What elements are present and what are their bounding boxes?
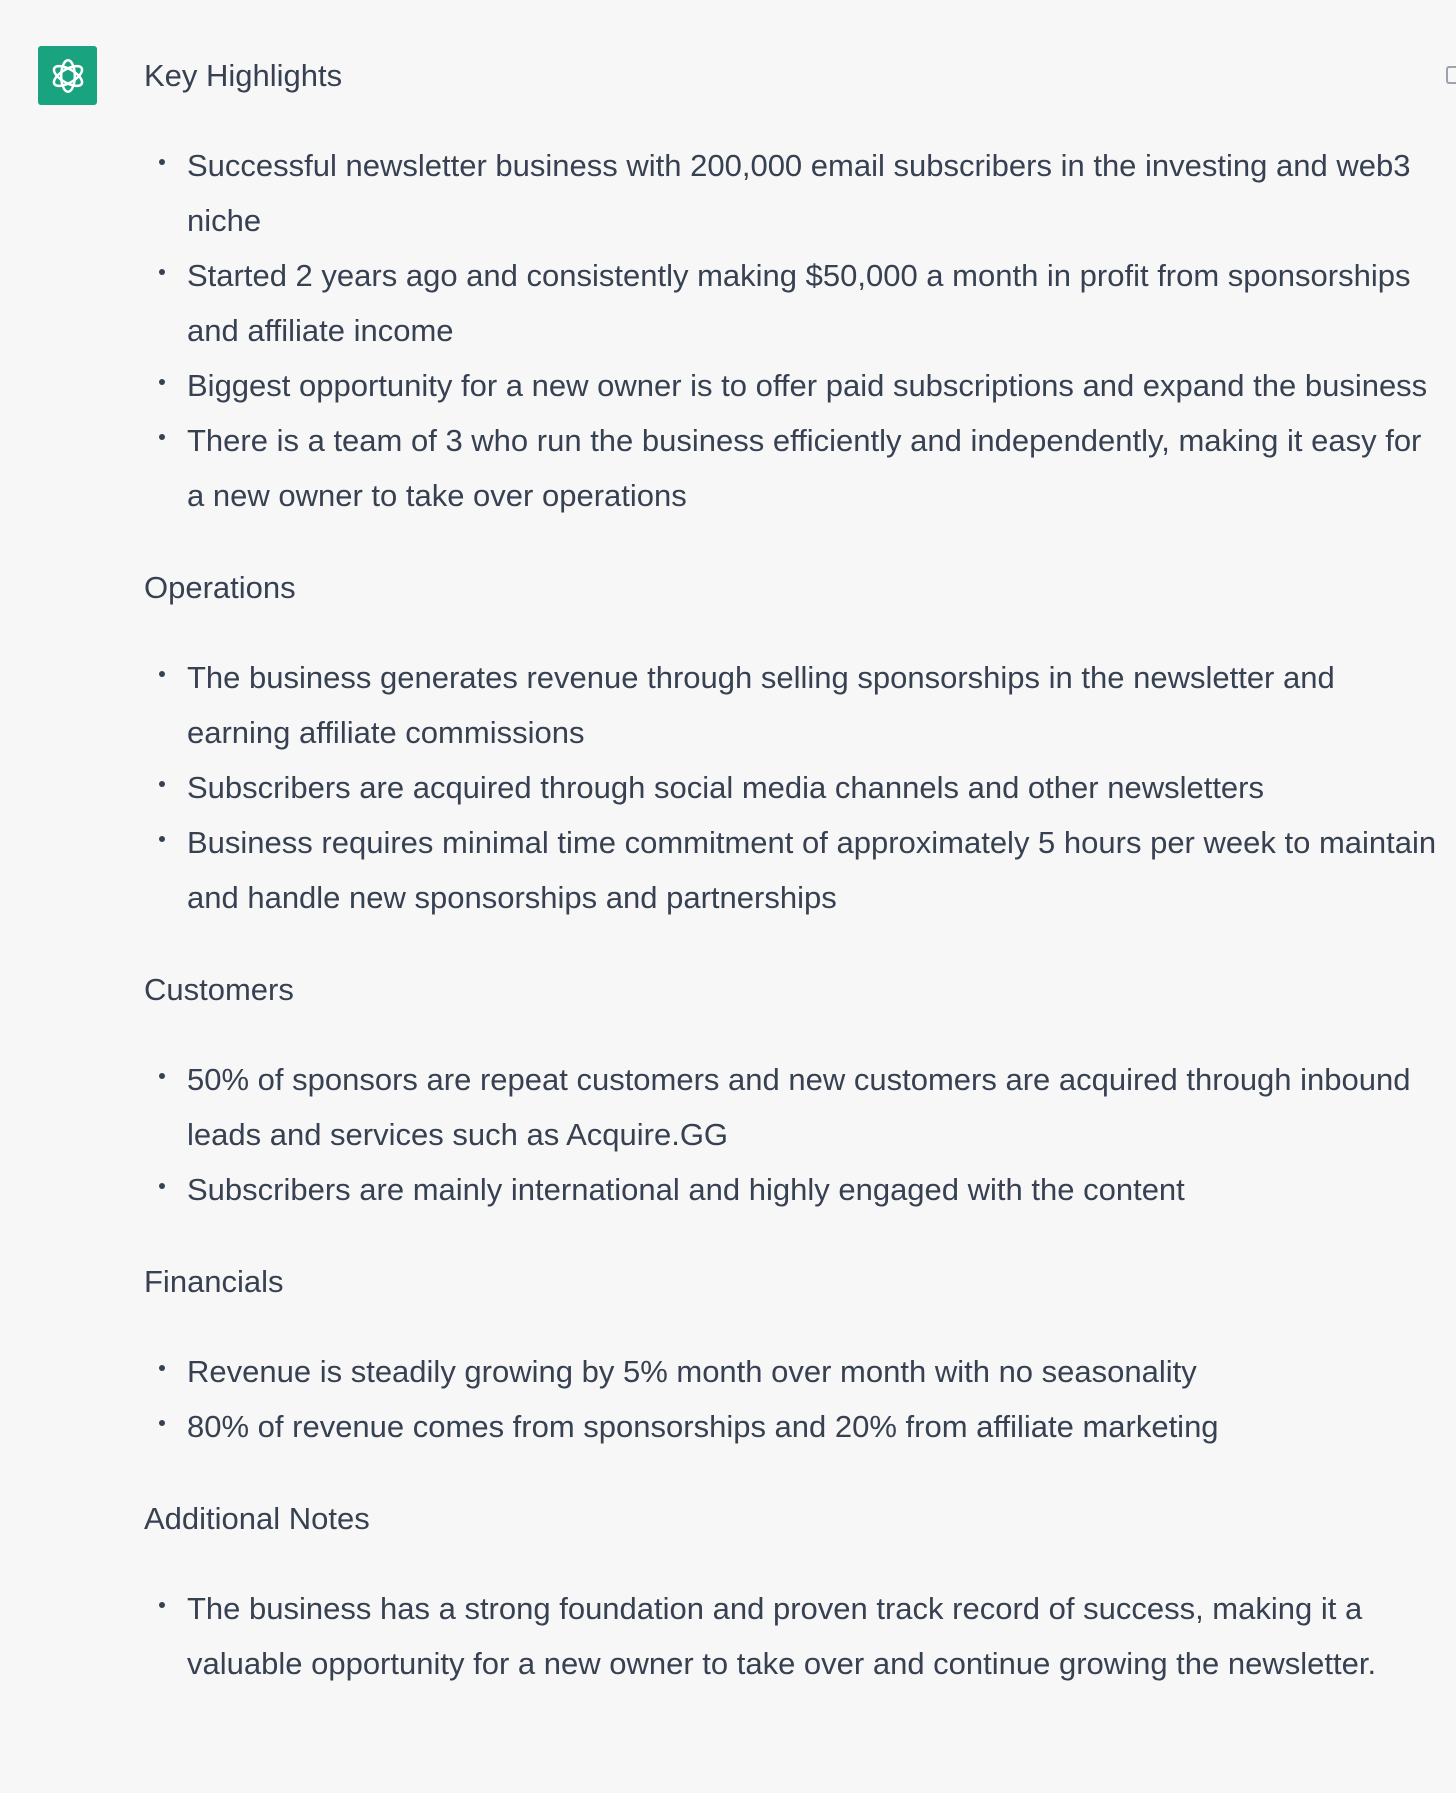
bullet-icon bbox=[159, 671, 165, 677]
bullet-list-operations bbox=[144, 650, 1444, 925]
bullet-icon bbox=[159, 1183, 165, 1189]
section-title-additional-notes: Additional Notes bbox=[144, 1501, 370, 1536]
list-item: 80% of revenue comes from sponsorships and 20% from affiliate marketing bbox=[144, 1399, 1444, 1454]
list-item: Biggest opportunity for a new owner is to offer paid subscriptions and expand the business bbox=[144, 358, 1444, 413]
bullet-icon bbox=[159, 1073, 165, 1079]
list-item: 50% of sponsors are repeat customers and new customers are acquired through inbound leads and services such as Acquire.GG bbox=[144, 1052, 1444, 1162]
bullet-icon bbox=[159, 159, 165, 165]
bullet-list-financials bbox=[144, 1344, 1444, 1454]
list-item: Subscribers are acquired through social media channels and other newsletters bbox=[144, 760, 1444, 815]
bullet-list-additional-notes bbox=[144, 1581, 1444, 1691]
bullet-icon bbox=[159, 1602, 165, 1608]
openai-logo-icon bbox=[47, 55, 89, 97]
assistant-avatar bbox=[38, 46, 97, 105]
bullet-icon bbox=[159, 379, 165, 385]
list-item: Business requires minimal time commitment of approximately 5 hours per week to maintain and handle new sponsorships and partnerships bbox=[144, 815, 1444, 925]
list-item: Started 2 years ago and consistently making $50,000 a month in profit from sponsorships and affiliate income bbox=[144, 248, 1444, 358]
assistant-message bbox=[144, 44, 1444, 1691]
list-item: The business generates revenue through selling sponsorships in the newsletter and earning affiliate commissions bbox=[144, 650, 1444, 760]
copy-icon[interactable] bbox=[1446, 66, 1456, 84]
bullet-icon bbox=[159, 434, 165, 440]
bullet-list-key-highlights bbox=[144, 138, 1444, 523]
bullet-icon bbox=[159, 1365, 165, 1371]
section-title-key-highlights: Key Highlights bbox=[144, 58, 343, 93]
bullet-icon bbox=[159, 836, 165, 842]
section-title-operations: Operations bbox=[144, 570, 296, 605]
list-item: Revenue is steadily growing by 5% month over month with no seasonality bbox=[144, 1344, 1444, 1399]
section-title-customers: Customers bbox=[144, 972, 294, 1007]
bullet-icon bbox=[159, 1420, 165, 1426]
bullet-icon bbox=[159, 781, 165, 787]
section-title-financials: Financials bbox=[144, 1264, 284, 1299]
list-item: Subscribers are mainly international and highly engaged with the content bbox=[144, 1162, 1444, 1217]
list-item: There is a team of 3 who run the business efficiently and independently, making it easy for a new owner to take over operations bbox=[144, 413, 1444, 523]
bullet-list-customers bbox=[144, 1052, 1444, 1217]
list-item: The business has a strong foundation and proven track record of success, making it a valuable opportunity for a new owner to take over and continue growing the newsletter. bbox=[144, 1581, 1444, 1691]
bullet-icon bbox=[159, 269, 165, 275]
list-item: Successful newsletter business with 200,000 email subscribers in the investing and web3 niche bbox=[144, 138, 1444, 248]
